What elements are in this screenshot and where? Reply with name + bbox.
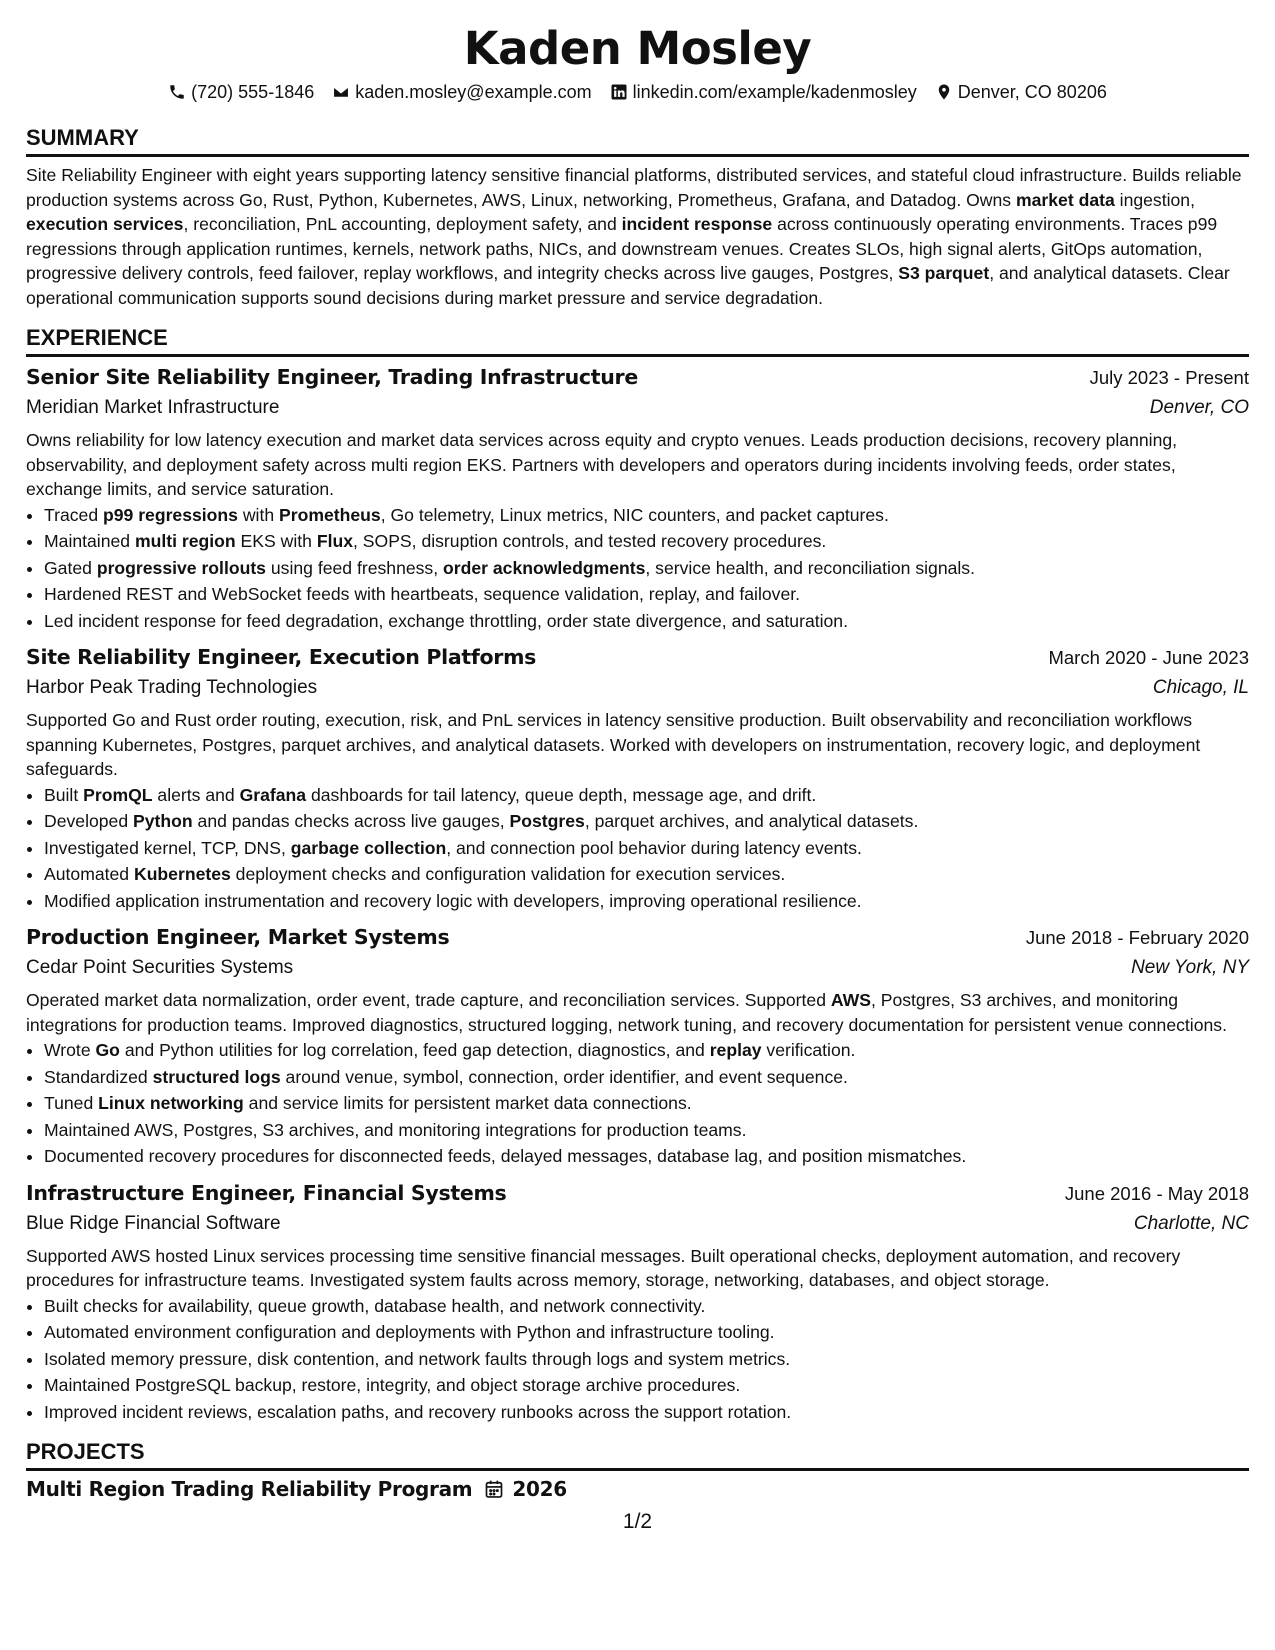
job-description: Supported Go and Rust order routing, execution, risk, and PnL services in latency sensitive production. Built observability and reconciliation workflows spanning Kubernetes, Postgres, parquet archives, and analytical datasets. Worked with developers on instrumentation, recovery logic, and deployment safeguards. — [26, 710, 1201, 779]
job-entry — [26, 363, 1249, 634]
contact-location — [935, 80, 1107, 104]
emphasis: Flux — [316, 531, 353, 551]
job-bullets — [26, 1037, 1249, 1170]
candidate-name: Kaden Mosley — [463, 22, 812, 75]
job-bullet: • Gated progressive rollouts using feed freshness, order acknowledgments, service health, and reconciliation signals. — [44, 555, 1249, 582]
emphasis: progressive rollouts — [96, 557, 266, 578]
emphasis: PromQL — [83, 784, 153, 805]
job-location: Denver, CO — [1149, 397, 1249, 418]
job-header — [26, 643, 1249, 672]
emphasis: Grafana — [239, 784, 307, 805]
emphasis: garbage collection — [290, 837, 447, 858]
job-bullet: • Maintained AWS, Postgres, S3 archives, and monitoring integrations for production teams. — [44, 1117, 1249, 1144]
job-dates: June 2018 - February 2020 — [1025, 927, 1249, 948]
calendar-icon — [484, 1479, 504, 1499]
job-entry — [26, 923, 1249, 1170]
emphasis: replay — [709, 1040, 762, 1060]
emphasis: Postgres — [509, 811, 585, 831]
emphasis: Prometheus — [279, 504, 381, 525]
job-title: Infrastructure Engineer, Financial Systems — [26, 1180, 507, 1205]
emphasis: incident response — [621, 214, 773, 234]
job-bullet: • Standardized structured logs around venue, symbol, connection, order identifier, and event sequence. — [44, 1064, 1249, 1091]
contact-email[interactable] — [332, 80, 591, 104]
linkedin-text: linkedin.com/example/kadenmosley — [632, 82, 917, 102]
job-bullet: • Improved incident reviews, escalation paths, and recovery runbooks across the support rotation. — [44, 1399, 1249, 1426]
job-bullet: • Documented recovery procedures for disconnected feeds, delayed messages, database lag, and position mismatches. — [44, 1143, 1249, 1170]
job-location: Charlotte, NC — [1133, 1212, 1249, 1234]
emphasis: S3 parquet — [898, 263, 990, 283]
location-text: Denver, CO 80206 — [957, 82, 1107, 102]
projects-title: PROJECTS — [26, 1439, 145, 1464]
emphasis: Go — [95, 1040, 120, 1060]
job-bullets — [26, 502, 1249, 635]
phone-icon — [168, 83, 186, 101]
job-bullet: • Automated Kubernetes deployment checks and configuration validation for execution services. — [44, 861, 1249, 888]
projects-divider — [26, 1468, 1249, 1471]
linkedin-icon — [610, 83, 628, 101]
contact-bar — [26, 80, 1249, 104]
resume-page — [26, 22, 1249, 1501]
page-number: 1/2 — [622, 1510, 653, 1533]
contact-linkedin[interactable] — [610, 80, 917, 104]
emphasis: Kubernetes — [133, 864, 231, 884]
job-description: Owns reliability for low latency execution and market data services across equity and crypto venues. Leads production decisions, recovery planning, observability, and deployment safety across multi region EKS. Partners with developers and operators during incidents involving feeds, order states, exchange limits, and service saturation. — [26, 430, 1178, 499]
experience-title: EXPERIENCE — [26, 325, 168, 350]
job-bullet: • Built checks for availability, queue growth, database health, and network connectivity. — [44, 1293, 1249, 1320]
job-bullet: • Built PromQL alerts and Grafana dashboards for tail latency, queue depth, message age, and drift. — [44, 782, 1249, 809]
emphasis: AWS — [830, 990, 871, 1010]
job-bullet: • Tuned Linux networking and service limits for persistent market data connections. — [44, 1090, 1249, 1117]
job-bullet: • Automated environment configuration and deployments with Python and infrastructure tooling. — [44, 1319, 1249, 1346]
emphasis: Python — [133, 811, 193, 831]
job-subheader — [26, 1210, 1249, 1238]
job-bullet: • Maintained multi region EKS with Flux, SOPS, disruption controls, and tested recovery procedures. — [44, 528, 1249, 555]
emphasis: Linux networking — [98, 1093, 244, 1113]
job-bullet: • Led incident response for feed degradation, exchange throttling, order state divergence, and saturation. — [44, 608, 1249, 635]
email-text: kaden.mosley@example.com — [355, 82, 592, 102]
job-bullet: • Hardened REST and WebSocket feeds with heartbeats, sequence validation, replay, and failover. — [44, 581, 1249, 608]
envelope-icon — [332, 83, 350, 101]
job-location: New York, NY — [1131, 957, 1249, 978]
job-entry — [26, 1179, 1249, 1426]
job-company: Harbor Peak Trading Technologies — [26, 677, 318, 698]
job-bullet: • Modified application instrumentation and recovery logic with developers, improving operational resilience. — [44, 888, 1249, 915]
job-dates: July 2023 - Present — [1089, 367, 1249, 388]
summary-title: SUMMARY — [26, 125, 139, 150]
emphasis: multi region — [134, 531, 236, 551]
job-entry — [26, 643, 1249, 914]
job-company: Meridian Market Infrastructure — [26, 397, 280, 418]
job-location: Chicago, IL — [1152, 677, 1249, 698]
job-header — [26, 923, 1249, 952]
job-subheader — [26, 954, 1249, 982]
job-subheader — [26, 394, 1249, 422]
emphasis: market data — [1015, 189, 1115, 210]
summary-text: Site Reliability Engineer with eight years supporting latency sensitive financial platforms, distributed services, and stateful cloud infrastructure. Builds reliable production systems across Go, Rust, Python, Kubernetes, AWS, Linux, networking, Prometheus, Grafana, and Datadog. Owns market data ingestion, execution services, reconciliation, PnL accounting, deployment safety, and incident response across continuously operating environments. Traces p99 regressions through application runtimes, kernels, network paths, NICs, and downstream venues. Creates SLOs, high signal alerts, GitOps automation, progressive delivery controls, feed failover, replay workflows, and integrity checks across live gauges, Postgres, S3 parquet, and analytical datasets. Clear operational communication supports sound decisions during market pressure and service degradation. — [26, 165, 1242, 308]
project-year: 2026 — [512, 1477, 567, 1501]
project-title: Multi Region Trading Reliability Program — [26, 1477, 473, 1501]
map-pin-icon — [935, 83, 953, 101]
job-dates: March 2020 - June 2023 — [1048, 647, 1249, 668]
job-title: Production Engineer, Market Systems — [26, 925, 450, 949]
job-header — [26, 1179, 1249, 1208]
job-bullet: • Isolated memory pressure, disk contention, and network faults through logs and system metrics. — [44, 1346, 1249, 1373]
job-company: Cedar Point Securities Systems — [26, 957, 294, 978]
project-item — [26, 1477, 1249, 1501]
experience-divider — [26, 354, 1249, 357]
job-bullet: • Maintained PostgreSQL backup, restore, integrity, and object storage archive procedures. — [44, 1372, 1249, 1399]
job-bullets — [26, 782, 1249, 915]
job-description: Operated market data normalization, order event, trade capture, and reconciliation services. Supported AWS, Postgres, S3 archives, and monitoring integrations for production teams. Improved diagnostics, structured logging, network tuning, and recovery documentation for persistent venue connections. — [26, 990, 1227, 1035]
summary-divider — [26, 154, 1249, 157]
job-dates: June 2016 - May 2018 — [1064, 1182, 1249, 1204]
project-date — [484, 1477, 566, 1501]
job-description: Supported AWS hosted Linux services processing time sensitive financial messages. Built operational checks, deployment automation, and recovery procedures for infrastructure teams. Investigated system faults across memory, storage, networking, databases, and object storage. — [26, 1245, 1181, 1290]
job-header — [26, 363, 1249, 392]
emphasis: p99 regressions — [103, 504, 238, 525]
job-title: Senior Site Reliability Engineer, Trading Infrastructure — [26, 365, 638, 389]
phone-text: (720) 555-1846 — [191, 82, 315, 102]
emphasis: order acknowledgments — [443, 557, 646, 578]
job-title: Site Reliability Engineer, Execution Platforms — [26, 645, 537, 669]
job-bullet: • Developed Python and pandas checks across live gauges, Postgres, parquet archives, and analytical datasets. — [44, 808, 1249, 835]
job-bullet: • Traced p99 regressions with Prometheus, Go telemetry, Linux metrics, NIC counters, and packet captures. — [44, 502, 1249, 529]
job-company: Blue Ridge Financial Software — [26, 1212, 281, 1234]
job-bullet: • Investigated kernel, TCP, DNS, garbage collection, and connection pool behavior during latency events. — [44, 835, 1249, 862]
job-bullets — [26, 1293, 1249, 1426]
emphasis: execution services — [26, 214, 184, 234]
job-bullet: • Wrote Go and Python utilities for log correlation, feed gap detection, diagnostics, and replay verification. — [44, 1037, 1249, 1064]
job-subheader — [26, 674, 1249, 702]
contact-phone — [168, 80, 314, 104]
emphasis: structured logs — [152, 1066, 281, 1087]
experience-list — [26, 363, 1249, 1425]
